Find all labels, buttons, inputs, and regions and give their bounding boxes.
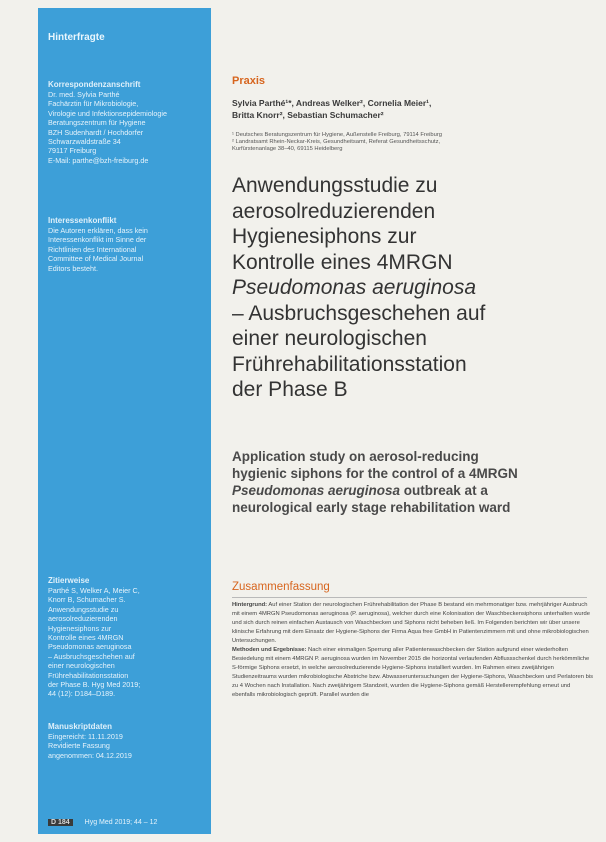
sidebar-panel [38,8,211,834]
affiliation-line: ¹ Deutsches Beratungszentrum für Hygiene, Außenstelle Freiburg, 79114 Freiburg [232,132,442,138]
background-text: Auf einer Station der neurologischen Frührehabilitation der Phase B bestand ein mehrmonatiger bzw. mehrjähriger Ausbruch mit einem 4MRGN Pseudomonas aeruginosa (P. aeruginosa), welcher durch eine Kolonisation der Waschbeckensiphons unterhalten wurde und sich durch reinen einfachen Austausch von Waschbecken und Siphons nicht beheben ließ. Im Folgenden berichten wir über unsere klinische Erfahrung mit dem Einsatz der Hygiene-Siphons der Firma Aqua free GmbH in Patientenzimmern mit und ohne mikrobiologischen Untersuchungen. [232,602,590,644]
text-line: Hygienesiphons zur [48,623,112,633]
text-line: Frührehabilitationsstation [48,670,129,680]
summary-heading: Zusammenfassung [232,581,330,593]
species-name: Pseudomonas aeruginosa [232,483,401,498]
methods-text: Nach einer einmaligen Sperrung aller Patientenwaschbecken der Station aufgrund einer wiederholten Besiedelung mit einem 4MRGN P. aeruginosa wurden im November 2015 die horizontal verlaufenden Abflussschenkel durch herkömmliche S-förmige Siphons ersetzt, in welche aerosolreduzierende Hygiene-Siphons installiert wurden. Im Rahmen eines zweijährigen Studienzeitraums wurden mikrobiologische Abstriche bzw. Abwasseruntersuchungen der Hygiene-Siphons, Waschbecken und Perlatoren bis zu 4 Wochen nach Installation. Nach zweijährigem Standzeit, wurden die Hygiene-Siphons gemäß Herstellerempfehlung erneut und ebenfalls mikrobiologisch geprüft. Parallel wurden die [232,647,593,698]
title-line [232,482,572,499]
text-line: Revidierte Fassung [48,741,110,751]
text-line: Pseudomonas aeruginosa [48,642,132,652]
text-line: Richtlinien des International [48,244,137,254]
author-list [232,97,552,121]
english-title [232,448,572,516]
text-line: einer neurologischen [48,661,115,671]
title-line: aerosolreduzierenden [232,199,436,223]
manuscript-heading: Manuskriptdaten [48,722,113,731]
journal-reference: Hyg Med 2019; 44 – 12 [84,819,158,826]
article-main [230,0,593,842]
authors-line: Sylvia Parthé¹*, Andreas Welker², Cornelia Meier¹, [232,98,432,108]
correspondence-address [48,90,204,165]
title-line: Anwendungsstudie zu [232,174,438,197]
summary-divider [232,597,587,598]
title-line: neurological early stage rehabilitation ward [232,500,511,515]
text-line: Knorr B, Schumacher S. [48,595,126,605]
address-line: 79117 Freiburg [48,146,97,156]
address-line: Virologie und Infektionsepidemiologie [48,108,167,118]
text-line: Committee of Medical Journal [48,254,144,264]
title-line: Hygienesiphons zur [232,225,417,248]
text-line: Eingereicht: 11.11.2019 [48,732,123,741]
title-line: einer neurologischen [232,327,427,350]
title-line: Frührehabilitationsstation [232,352,467,376]
section-label: Praxis [232,75,266,87]
citation-heading: Zitierweise [48,576,90,585]
citation-text [48,586,204,699]
title-fragment: outbreak at a [400,483,488,498]
title-line: – Ausbruchsgeschehen auf [232,301,486,325]
email-line: E-Mail: parthe@bzh-freiburg.de [48,155,149,165]
text-line: – Ausbruchsgeschehen auf [48,651,135,661]
address-line: Dr. med. Sylvia Parthé [48,90,120,99]
address-line: Fachärztin für Mikrobiologie, [48,99,139,109]
text-line: 44 (12): D184–D189. [48,689,116,699]
summary-body [232,601,594,700]
title-line: Pseudomonas aeruginosa [232,276,477,299]
interests-heading: Interessenkonflikt [48,216,117,225]
text-line: Parthé S, Welker A, Meier C, [48,586,140,595]
title-line: der Phase B [232,378,348,401]
title-line: Kontrolle eines 4MRGN [232,250,453,274]
text-line: Interessenkonflikt im Sinne der [48,235,147,245]
title-line: Application study on aerosol-reducing [232,449,479,464]
affiliation-line: Kurfürstenanlage 38–40, 69115 Heidelberg [232,146,343,153]
text-line: Anwendungsstudie zu [48,604,119,614]
authors-line: Britta Knorr², Sebastian Schumacher² [232,110,384,120]
page-number: D 184 [48,819,73,826]
interests-text [48,226,204,273]
affiliations [232,132,552,154]
text-line: angenommen: 04.12.2019 [48,750,132,760]
address-line: Schwarzwaldstraße 34 [48,137,121,147]
text-line: Editors besteht. [48,263,98,273]
text-line: aerosolreduzierenden [48,614,118,624]
methods-label: Methoden und Ergebnisse: [232,647,307,653]
address-line: Beratungszentrum für Hygiene [48,118,146,128]
sidebar-title: Hinterfragte [48,32,105,43]
manuscript-dates [48,732,204,760]
text-line: Die Autoren erklären, dass kein [48,226,148,235]
address-line: BZH Sudenhardt / Hochdorfer [48,127,144,137]
text-line: Kontrolle eines 4MRGN [48,633,124,643]
text-line: der Phase B. Hyg Med 2019; [48,680,141,690]
affiliation-line: ² Landratsamt Rhein-Neckar-Kreis, Gesundheitsamt, Referat Gesundheitsschutz, [232,139,441,146]
page-footer [48,819,157,826]
correspondence-heading: Korrespondenzanschrift [48,80,141,89]
german-title [232,173,577,403]
background-label: Hintergrund: [232,602,268,608]
title-line: hygienic siphons for the control of a 4MRGN [232,466,518,481]
